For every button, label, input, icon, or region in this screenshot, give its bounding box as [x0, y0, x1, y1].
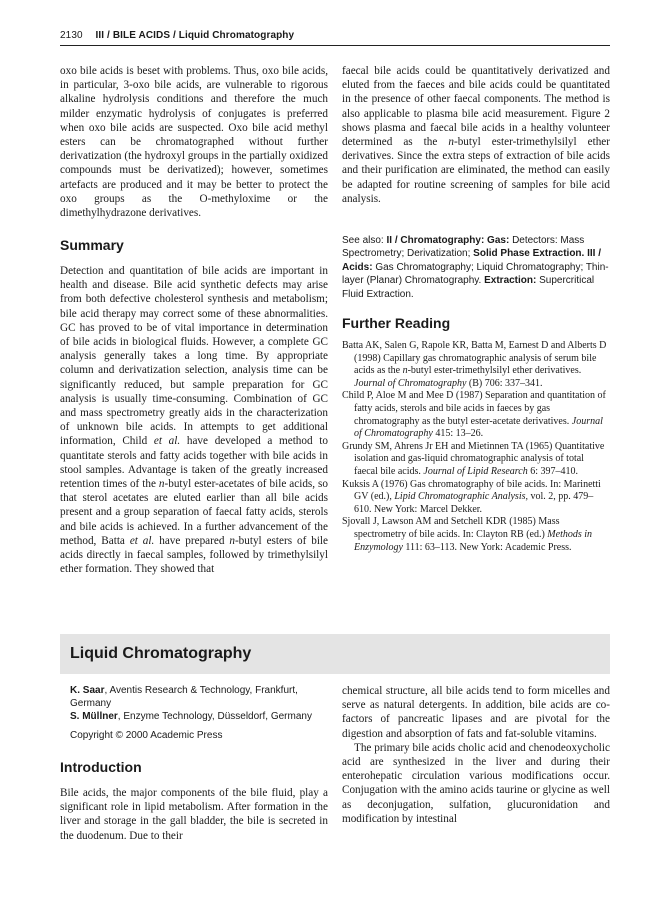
ref4-citation: vol. 2, pp. 479–610. New York: Marcel Dekker. — [354, 491, 594, 515]
summary-body — [60, 264, 328, 576]
section-path: III / BILE ACIDS / Liquid Chromatography — [95, 30, 295, 41]
ref1-n: n — [402, 365, 408, 377]
ref4-journal: Lipid Chromatographic Analysis, — [394, 491, 528, 503]
summary-text-3: -butyl ester-acetates of bile acids, so that sterol acetates are eluted earlier than all bile acids present and a group separation of faecal fatty acids, sterols and bile acids is achieved. In a further advancement of the method, Batta — [60, 478, 328, 547]
ref1-citation: (B) 706: 337–341. — [466, 377, 543, 389]
page-number: 2130 — [60, 30, 83, 41]
reference-item — [342, 441, 610, 479]
introduction-section — [60, 760, 328, 774]
lc-right-column — [342, 684, 610, 826]
right-column-top — [342, 64, 610, 206]
reference-item — [342, 516, 610, 554]
see-also-link-chromatography[interactable]: Gas Chromatography; Liquid Chromatography; Thin-layer (Planar) Chromatography. — [342, 261, 609, 287]
introduction-heading: Introduction — [60, 759, 142, 775]
reference-item — [342, 390, 610, 440]
ref3-journal: Journal of Lipid Research — [423, 465, 528, 477]
see-also-link-detectors[interactable]: Detectors: Mass Spectrometry; Derivatization; — [342, 235, 585, 260]
introduction-paragraph: Bile acids, the major components of the bile fluid, play a significant role in lipid metabolism. After formation in the liver and storage in the gall bladder, the bile is secreted in the duodenum. Due to their — [60, 787, 328, 842]
reference-item — [342, 340, 610, 390]
ref5-text: Sjovall J, Lawson AM and Setchell KDR (1985) Mass spectrometry of bile acids. In: Clayton RB (ed.) — [342, 516, 560, 540]
reference-item — [342, 479, 610, 517]
summary-text-2: have developed a method to quantitate sterols and fatty acids together with bile acids in stool samples. Advantage is taken of the greatly increased retention times of the — [60, 435, 328, 491]
article-title-banner — [60, 634, 610, 674]
further-reading-heading: Further Reading — [342, 315, 451, 331]
summary-section — [60, 238, 328, 252]
ref2-text: Child P, Aloe M and Mee D (1987) Separation and quantitation of fatty acids, sterols and bile acids in faeces by gas chromatography as the butyl ester-acetate derivatives. — [342, 390, 606, 427]
ref2-journal: Journal of Chromatography — [354, 415, 603, 440]
header-rule — [60, 45, 610, 46]
ref1-journal: Journal of Chromatography — [354, 377, 467, 389]
see-also-link-acids[interactable]: III / Acids: — [342, 248, 602, 273]
author-1 — [70, 684, 340, 710]
summary-etal-2: et al. — [129, 534, 155, 547]
ref3-text: Grundy SM, Ahrens Jr EH and Mietinnen TA (1965) Quantitative isolation and gas-liquid chromatographic analysis of total faecal bile acids. — [342, 440, 605, 477]
author-block — [70, 684, 340, 723]
ref2-citation: 415: 13–26. — [432, 428, 484, 440]
faecal-n: n — [448, 136, 454, 149]
left-column-top — [60, 64, 328, 220]
running-header — [60, 30, 610, 41]
ref5-citation: 111: 63–113. New York: Academic Press. — [402, 541, 572, 553]
primary-bile-acids-paragraph: The primary bile acids cholic acid and chenodeoxycholic acid are synthesized in the liver and during their enterohepatic circulation various modifications occur. Conjugation with the amino acids taurine or glycine as well as deconjugation, sulfation, glucuronidation and modification by intestinal — [342, 741, 610, 825]
micelles-paragraph: chemical structure, all bile acids tend to form micelles and serve as natural detergents. In addition, bile acids are co-factors of pancreatic lipases and are pivotal for the digestion and absorption of fats and fat-soluble vitamins. — [342, 685, 610, 740]
summary-text-5: -butyl esters of bile acids directly in faecal samples, followed by trimethylsilyl ether formation. They showed that — [60, 534, 328, 576]
author-2 — [70, 710, 340, 723]
see-also-link-gas[interactable]: II / Chromatography: Gas: — [386, 235, 510, 246]
see-also-link-sfe[interactable]: Supercritical Fluid Extraction. — [342, 275, 595, 300]
summary-heading: Summary — [60, 237, 124, 253]
further-reading-section — [342, 316, 610, 330]
ref4-text: Kuksis A (1976) Gas chromatography of bile acids. In: Marinetti GV (ed.), — [342, 478, 601, 503]
ref1-text: Batta AK, Salen G, Rapole KR, Batta M, Earnest D and Alberts D (1998) Capillary gas chromatographic analysis of serum bile acids as the — [342, 340, 607, 377]
copyright-line: Copyright © 2000 Academic Press — [70, 730, 223, 741]
faecal-text-a: faecal bile acids could be quantitatively derivatized and eluted from the faeces and bile acids could be quantitated in the presence of other faecal components. The method is also applicable to plasma bile acid measurement. Figure 2 shows plasma and faecal bile acids in a healthy volunteer determined as the — [342, 65, 610, 149]
see-also-link-spe[interactable]: Solid Phase Extraction. — [473, 248, 585, 260]
summary-text-1: Detection and quantitation of bile acids are important in health and disease. Bile acid synthetic defects may arise from both defective cholesterol synthesis and metabolism; bile acid therapy may correct some of these abnormalities. GC has proved to be of vital importance in determination of bile acids in biological fluids. However, a complete GC analysis generally takes a long time. By appropriate column and derivatization selection, analysis time can be significantly reduced, but sample preparation for GC analysis is usually time-consuming. Combination of GC and mass spectrometry greatly aids in the characterization of unknown bile acids. In attempts to get additional information, Child — [60, 265, 328, 448]
summary-n-2: n — [229, 534, 235, 547]
see-also-link-extraction[interactable]: Extraction: — [484, 275, 537, 287]
ref5-journal: Methods in Enzymology — [354, 528, 593, 553]
see-also-block — [342, 234, 610, 301]
article-title: Liquid Chromatography — [70, 645, 252, 662]
summary-paragraph — [60, 264, 328, 576]
author-2-name: S. Müllner — [70, 711, 118, 722]
introduction-body — [60, 786, 328, 843]
summary-text-4: have prepared — [154, 534, 230, 547]
oxo-paragraph: oxo bile acids is beset with problems. Thus, oxo bile acids, in particular, 3-oxo bile acids, are vulnerable to rigorous alkaline hydrolysis conditions and therefore the much milder enzymatic hydrolysis of conjugates is preferred when oxo bile acids are suspected. Oxo bile acid methyl esters can be chromatographed without further derivatization (the hydroxyl groups in the partially oxidized compounds must be derivatized); however, sometimes artefacts are produced and it may be better to protect the oxo groups as the O-methyloxime or the dimethylhydrazone derivatives. — [60, 65, 328, 220]
faecal-paragraph — [342, 64, 610, 206]
faecal-text-b: -butyl ester-trimethylsilyl ether derivatives. Since the extra steps of extraction of bile acids and their purification are eliminated, the method can easily be adapted for routine screening of samples for bile acid analysis. — [342, 136, 610, 205]
ref3-citation: 6: 397–410. — [527, 465, 579, 477]
author-1-affiliation: , Aventis Research & Technology, Frankfurt, Germany — [70, 685, 298, 709]
summary-etal-1: et al. — [153, 435, 181, 448]
ref1-text-b: -butyl ester-trimethylsilyl ether derivatives. — [407, 365, 582, 377]
see-also-label: See also: — [342, 235, 384, 246]
author-2-affiliation: , Enzyme Technology, Düsseldorf, Germany — [117, 711, 312, 722]
author-1-name: K. Saar — [70, 685, 105, 696]
reference-list — [342, 340, 610, 554]
summary-n-1: n — [158, 478, 165, 491]
